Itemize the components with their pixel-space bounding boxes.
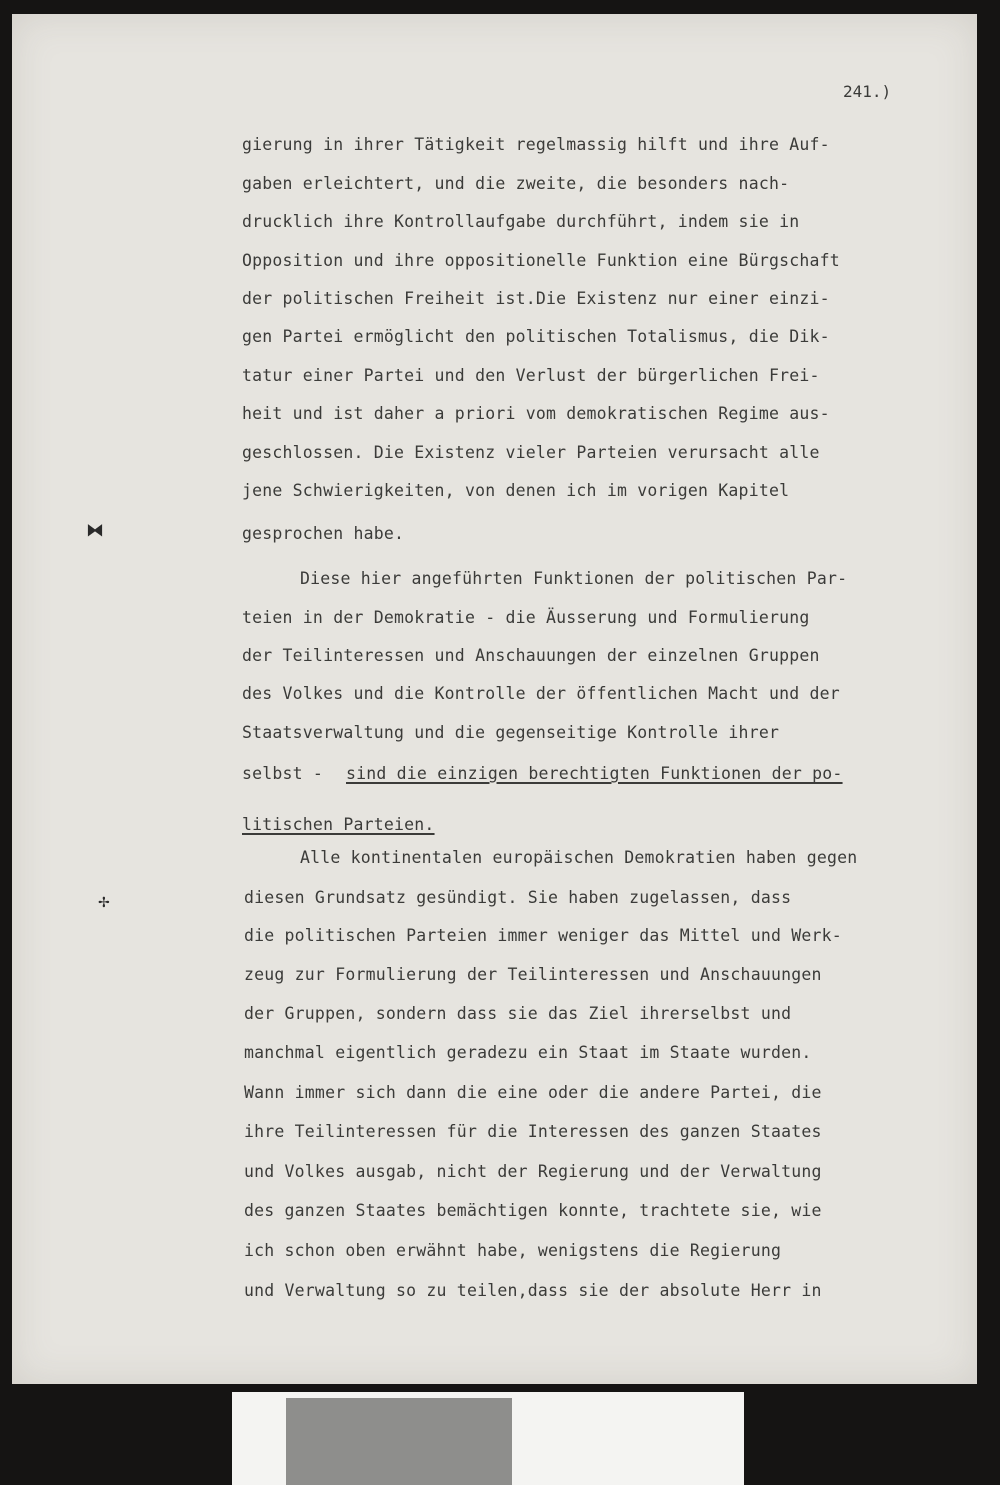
- text-line: des ganzen Staates bemächtigen konnte, trachtete sie, wie: [244, 1201, 822, 1220]
- text-line: der politischen Freiheit ist.Die Existenz nur einer einzi-: [242, 289, 830, 308]
- text-line: zeug zur Formulierung der Teilinteressen und Anschauungen: [244, 965, 822, 984]
- text-line: die politischen Parteien immer weniger das Mittel und Werk-: [244, 926, 842, 945]
- text-line: und Volkes ausgab, nicht der Regierung und der Verwaltung: [244, 1162, 822, 1181]
- text-line: gesprochen habe.: [242, 524, 405, 543]
- text-line: des Volkes und die Kontrolle der öffentlichen Macht und der: [242, 684, 840, 703]
- text-line: ich schon oben erwähnt habe, wenigstens die Regierung: [244, 1241, 782, 1260]
- underlined-text: litischen Parteien.: [242, 815, 435, 834]
- text-line: und Verwaltung so zu teilen,dass sie der absolute Herr in: [244, 1281, 822, 1300]
- punch-hole-mark: ✢: [98, 895, 110, 911]
- text-line: selbst -: [242, 764, 324, 783]
- text-line: geschlossen. Die Existenz vieler Parteien verursacht alle: [242, 443, 820, 462]
- text-line: Alle kontinentalen europäischen Demokratien haben gegen: [300, 848, 858, 867]
- text-line: Wann immer sich dann die eine oder die andere Partei, die: [244, 1083, 822, 1102]
- text-line: Opposition und ihre oppositionelle Funktion eine Bürgschaft: [242, 251, 840, 270]
- scan-holder-gray: [286, 1398, 512, 1485]
- text-line: diesen Grundsatz gesündigt. Sie haben zugelassen, dass: [244, 888, 792, 907]
- text-line: jene Schwierigkeiten, von denen ich im vorigen Kapitel: [242, 481, 790, 500]
- text-line: gierung in ihrer Tätigkeit regelmassig hilft und ihre Auf-: [242, 135, 830, 154]
- text-line: tatur einer Partei und den Verlust der bürgerlichen Frei-: [242, 366, 820, 385]
- text-line: heit und ist daher a priori vom demokratischen Regime aus-: [242, 404, 830, 423]
- punch-hole-mark: ⧓: [86, 520, 104, 541]
- text-line: teien in der Demokratie - die Äusserung und Formulierung: [242, 608, 810, 627]
- text-line: drucklich ihre Kontrollaufgabe durchführt, indem sie in: [242, 212, 800, 231]
- text-line: der Teilinteressen und Anschauungen der einzelnen Gruppen: [242, 646, 820, 665]
- text-line: ihre Teilinteressen für die Interessen des ganzen Staates: [244, 1122, 822, 1141]
- underlined-text: sind die einzigen berechtigten Funktionen der po-: [346, 764, 843, 783]
- text-line: Staatsverwaltung und die gegenseitige Kontrolle ihrer: [242, 723, 780, 742]
- text-line: der Gruppen, sondern dass sie das Ziel ihrerselbst und: [244, 1004, 792, 1023]
- text-line: gaben erleichtert, und die zweite, die besonders nach-: [242, 174, 790, 193]
- text-line: gen Partei ermöglicht den politischen Totalismus, die Dik-: [242, 327, 830, 346]
- text-line: Diese hier angeführten Funktionen der politischen Par-: [300, 569, 848, 588]
- page-number: 241.): [843, 82, 892, 101]
- text-line: manchmal eigentlich geradezu ein Staat im Staate wurden.: [244, 1043, 812, 1062]
